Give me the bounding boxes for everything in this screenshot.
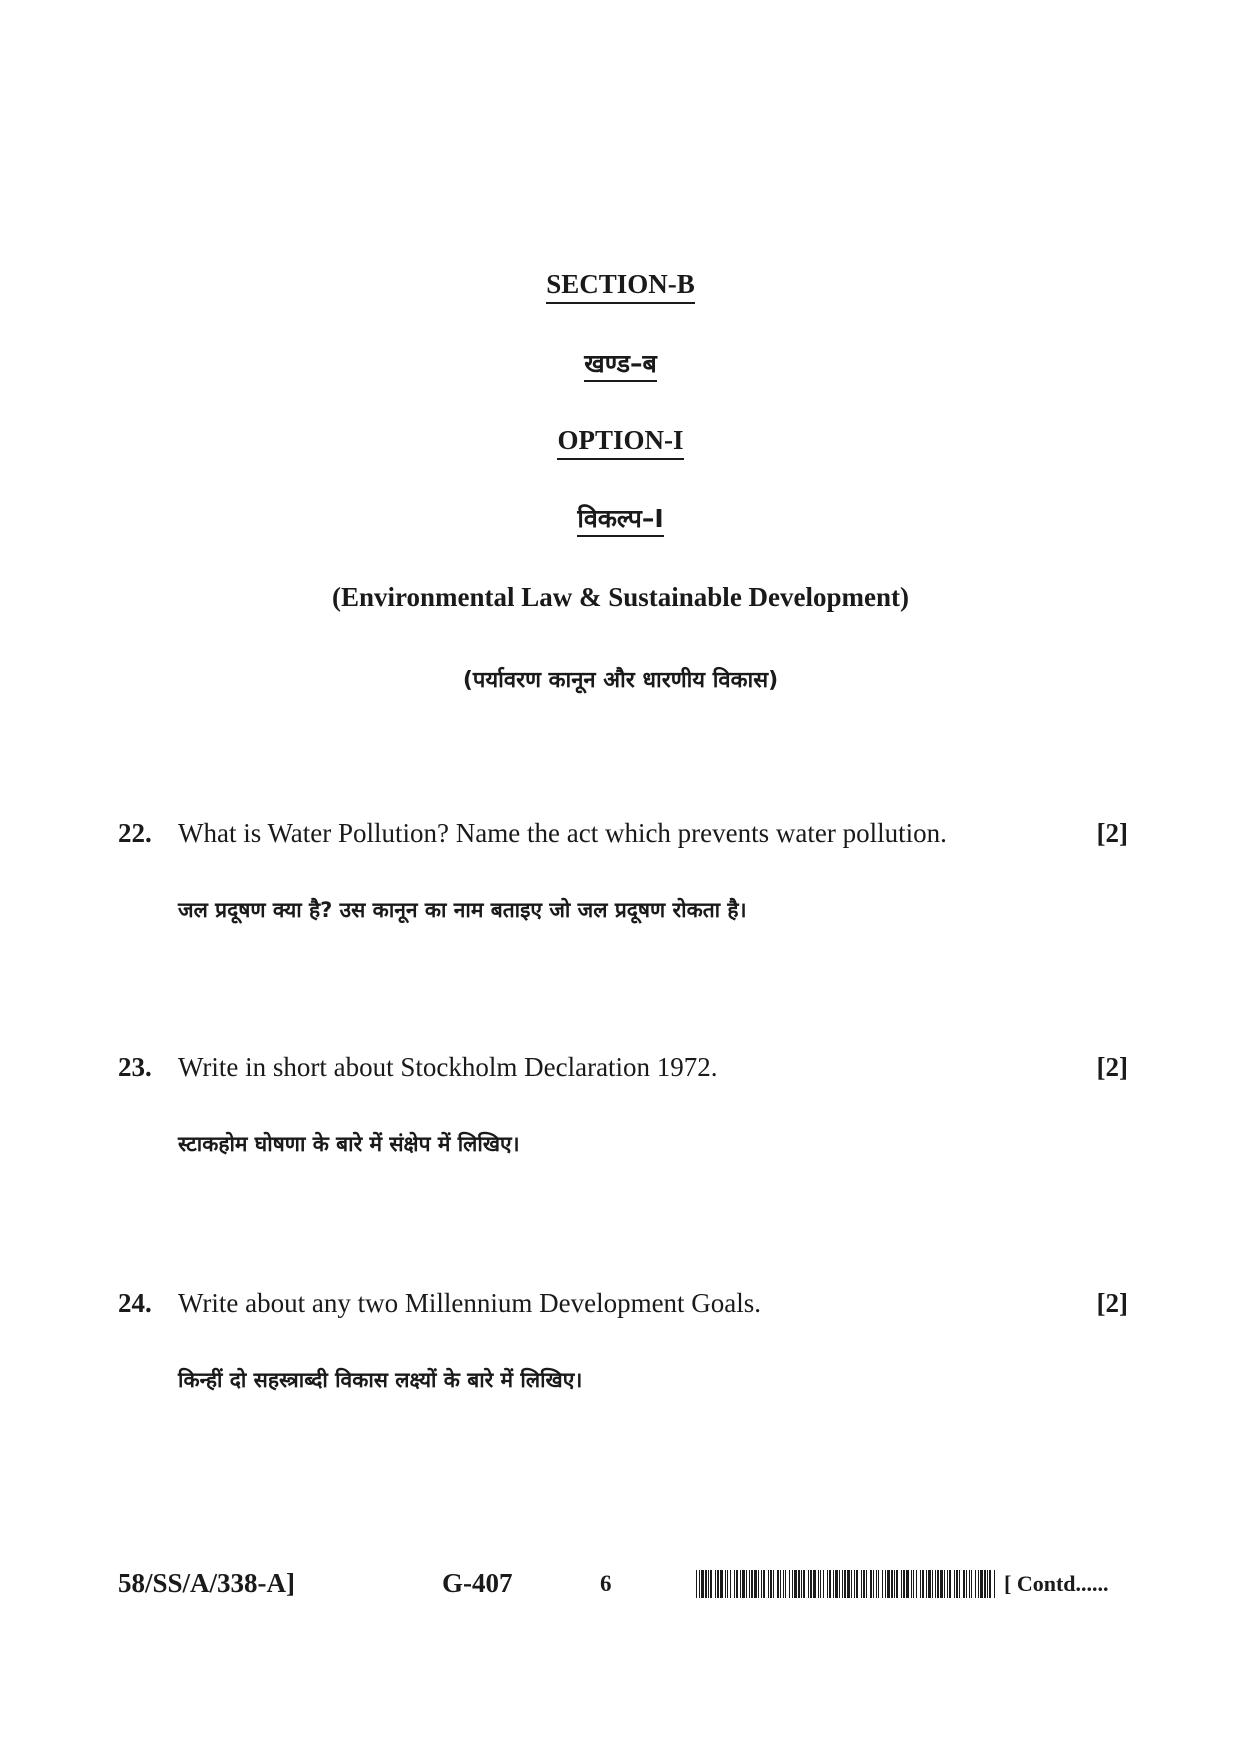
section-heading-en xyxy=(0,270,1241,304)
question-text-en: Write about any two Millennium Development Goals. xyxy=(178,1288,762,1318)
section-title-en: SECTION-B xyxy=(546,270,695,304)
question-text-hi: जल प्रदूषण क्या है? उस कानून का नाम बताइए जो जल प्रदूषण रोकता है। xyxy=(178,898,747,922)
page-number: 6 xyxy=(600,1571,612,1596)
question-23 xyxy=(118,1052,1128,1156)
question-text-hi: किन्हीं दो सहस्त्राब्दी विकास लक्ष्यों के बारे में लिखिए। xyxy=(178,1368,583,1392)
subject-title-en: (Environmental Law & Sustainable Development) xyxy=(331,582,910,612)
section-heading-hi xyxy=(0,350,1241,382)
subject-title-hi: (पर्यावरण कानून और धारणीय विकास) xyxy=(462,668,779,693)
question-marks: [2] xyxy=(1096,1288,1128,1318)
option-heading-en xyxy=(0,426,1241,460)
question-text-hi: स्टाकहोम घोषणा के बारे में संक्षेप में लिखिए। xyxy=(178,1132,520,1156)
paper-code: 58/SS/A/338-A] xyxy=(118,1568,296,1598)
paper-series: G-407 xyxy=(442,1568,513,1598)
question-number: 22. xyxy=(118,818,152,848)
continued-label: [ Contd...... xyxy=(1004,1571,1109,1596)
question-24 xyxy=(118,1288,1128,1392)
question-number: 23. xyxy=(118,1052,152,1082)
option-title-en: OPTION-I xyxy=(557,426,683,460)
option-heading-hi xyxy=(0,505,1241,537)
question-marks: [2] xyxy=(1096,1052,1128,1082)
question-marks: [2] xyxy=(1096,818,1128,848)
question-text-en: Write in short about Stockholm Declaration 1972. xyxy=(178,1052,718,1082)
question-line xyxy=(118,1052,1128,1092)
question-line xyxy=(118,1288,1128,1328)
question-number: 24. xyxy=(118,1288,152,1318)
page-footer xyxy=(0,1568,1241,1608)
option-title-hi: विकल्प–I xyxy=(577,505,663,537)
question-text-en: What is Water Pollution? Name the act which prevents water pollution. xyxy=(178,818,947,848)
section-title-hi: खण्ड–ब xyxy=(584,350,656,382)
question-22 xyxy=(118,818,1128,922)
barcode-icon xyxy=(696,1570,996,1598)
question-line xyxy=(118,818,1128,858)
